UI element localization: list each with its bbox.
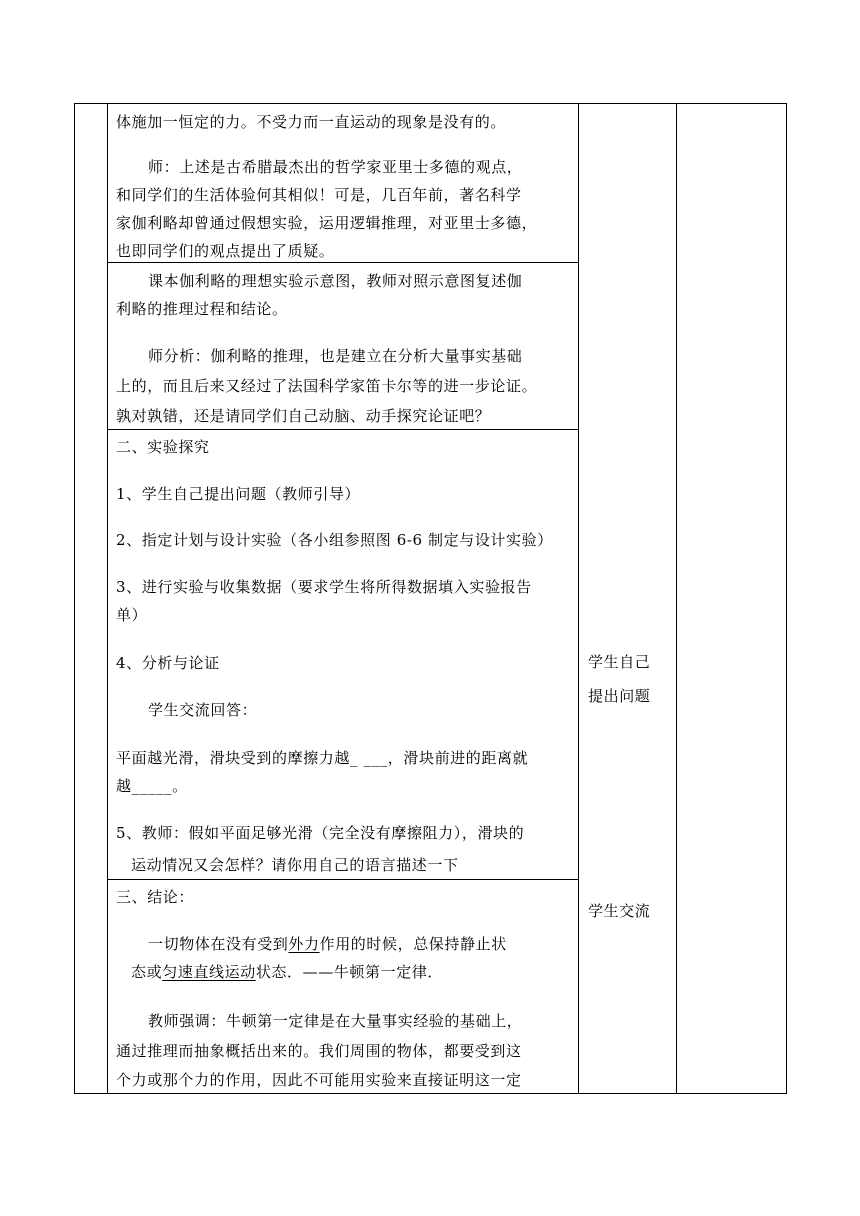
teacher-paragraph-line: 家伽利略却曾通过假想实验，运用逻辑推理，对亚里士多德，: [116, 214, 538, 232]
law-statement-line: 一切物体在没有受到外力作用的时候，总保持静止状: [148, 935, 507, 953]
step-item: 4、分析与论证: [116, 654, 220, 672]
teacher-paragraph-line: 也即同学们的观点提出了质疑。: [116, 242, 335, 260]
analysis-paragraph-line: 师分析：伽利略的推理，也是建立在分析大量事实基础: [148, 347, 523, 365]
section-heading: 二、实验探究: [116, 438, 210, 456]
table-col-border-2: [107, 103, 108, 1094]
law-statement-line: 态或匀速直线运动状态．——牛顿第一定律．: [131, 963, 444, 981]
section-heading: 三、结论：: [116, 888, 195, 906]
teacher-paragraph-line: 师：上述是古希腊最杰出的哲学家亚里士多德的观点，: [148, 158, 523, 176]
fill-blank-line: 越_____。: [116, 777, 188, 795]
emphasis-paragraph-line: 通过推理而抽象概括出来的。我们周围的物体，都要受到这: [116, 1042, 522, 1060]
analysis-paragraph-line: 上的，而且后来又经过了法国科学家笛卡尔等的进一步论证。: [116, 377, 538, 395]
underlined-term: 外力: [288, 935, 320, 953]
underlined-term: 匀速直线运动: [162, 963, 256, 981]
table-top-border: [74, 103, 787, 104]
table-col-border-1: [74, 103, 75, 1094]
emphasis-paragraph-line: 个力或那个力的作用，因此不可能用实验来直接证明这一定: [116, 1071, 522, 1089]
step-item: 单）: [116, 606, 148, 624]
galileo-paragraph-line: 课本伽利略的理想实验示意图，教师对照示意图复述伽: [148, 272, 523, 290]
student-answer-prompt: 学生交流回答：: [148, 701, 258, 719]
emphasis-paragraph-line: 教师强调：牛顿第一定律是在大量事实经验的基础上，: [148, 1012, 523, 1030]
teacher-paragraph-line: 和同学们的生活体验何其相似！可是，几百年前，著名科学: [116, 186, 522, 204]
table-col-border-4: [676, 103, 677, 1094]
galileo-paragraph-line: 利略的推理过程和结论。: [116, 300, 288, 318]
table-col-border-5: [786, 103, 787, 1094]
student-activity-note: 提出问题: [588, 687, 651, 705]
step-item: 3、进行实验与收集数据（要求学生将所得数据填入实验报告: [116, 578, 532, 596]
student-activity-note: 学生自己: [588, 653, 651, 671]
step-item: 运动情况又会怎样？请你用自己的语言描述一下: [131, 856, 459, 874]
student-activity-note: 学生交流: [588, 902, 651, 920]
step-item: 2、指定计划与设计实验（各小组参照图 6-6 制定与设计实验）: [116, 531, 553, 549]
fill-blank-line: 平面越光滑，滑块受到的摩擦力越_ ___，滑块前进的距离就: [116, 749, 529, 767]
table-col-border-3: [578, 103, 579, 1094]
step-item: 5、教师：假如平面足够光滑（完全没有摩擦阻力），滑块的: [116, 824, 525, 842]
para-continuation: 体施加一恒定的力。不受力而一直运动的现象是没有的。: [116, 113, 507, 131]
step-item: 1、学生自己提出问题（教师引导）: [116, 485, 361, 503]
analysis-paragraph-line: 孰对孰错，还是请同学们自己动脑、动手探究论证吧？: [116, 407, 491, 425]
